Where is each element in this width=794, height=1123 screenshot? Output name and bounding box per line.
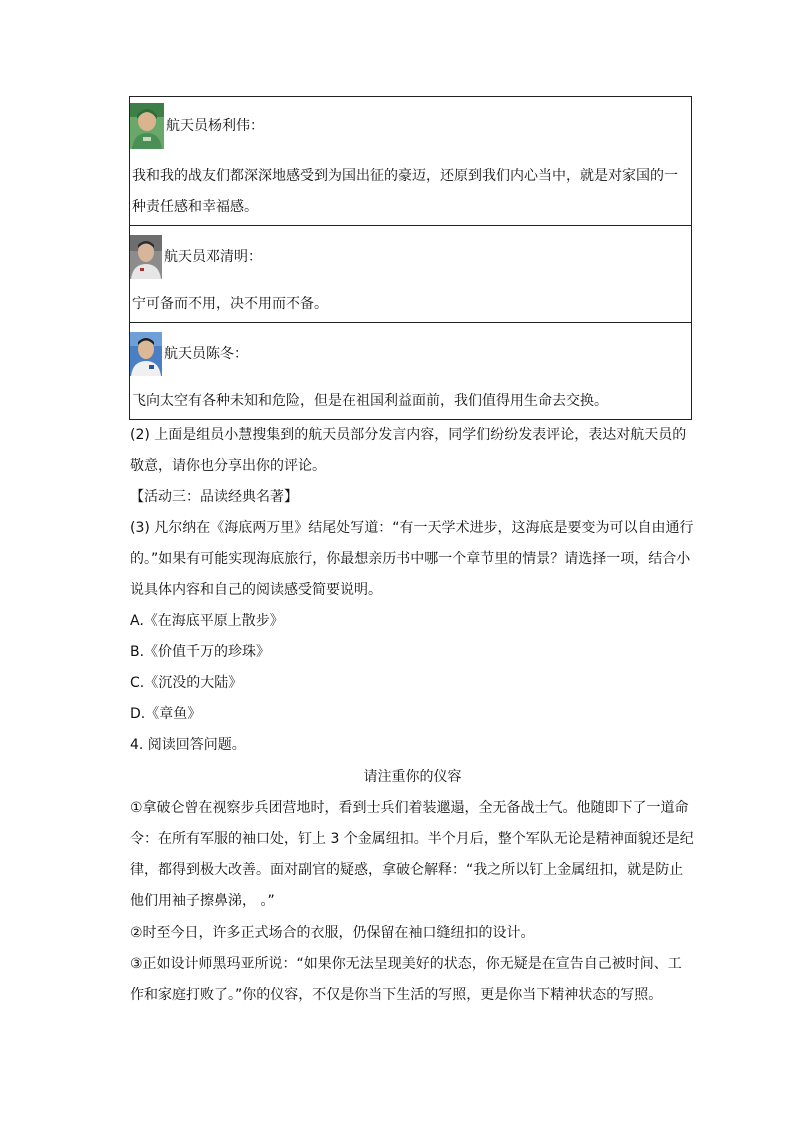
speaker-name: 航天员邓清明：: [164, 249, 262, 265]
article-paragraph-3: ③正如设计师黑玛亚所说：“如果你无法呈现美好的状态，你无疑是在宣告自己被时间、工作和家庭打败了。”你的仪容，不仅是你当下生活的写照，更是你当下精神状态的写照。: [130, 956, 682, 1003]
speaker-name: 航天员杨利伟：: [166, 118, 264, 134]
quote-text: 宁可备而不用，决不用而不备。: [132, 296, 328, 312]
question-4: 4. 阅读回答问题。: [130, 737, 246, 753]
article-paragraph-2: ②时至今日，许多正式场合的衣服，仍保留在袖口缝纽扣的设计。: [130, 925, 535, 941]
option-a: A.《在海底平原上散步》: [130, 613, 284, 629]
question-2: (2) 上面是组员小慧搜集到的航天员部分发言内容，同学们纷纷发表评论，表达对航天员的敬意，请你也分享出你的评论。: [130, 427, 687, 474]
speaker-name: 航天员陈冬：: [164, 346, 248, 362]
quote-row: [130, 97, 691, 226]
quote-row: [130, 323, 691, 419]
question-3: (3) 凡尔纳在《海底两万里》结尾处写道：“有一天学术进步，这海底是要变为可以自由通行的。”如果有可能实现海底旅行，你最想亲历书中哪一个章节里的情景？请选择一项，结合小说具体内容和自己的阅读感受简要说明。: [130, 520, 694, 598]
astronaut-quote-table: [129, 96, 692, 420]
option-d: D.《章鱼》: [130, 706, 202, 722]
astronaut-photo-chen: [130, 332, 162, 376]
option-c: C.《沉没的大陆》: [130, 675, 243, 691]
option-b: B.《价值千万的珍珠》: [130, 644, 271, 660]
astronaut-photo-yang: [130, 103, 164, 149]
activity-3-heading: 【活动三：品读经典名著】: [130, 489, 298, 505]
quote-text: 我和我的战友们都深深地感受到为国出征的豪迈，还原到我们内心当中，就是对家国的一种责任感和幸福感。: [132, 168, 678, 215]
quote-row: [130, 226, 691, 323]
astronaut-photo-deng: [130, 235, 162, 279]
article-paragraph-1: ①拿破仑曾在视察步兵团营地时，看到士兵们着装邋遢，全无备战士气。他随即下了一道命令：在所有军服的袖口处，钉上 3 个金属纽扣。半个月后，整个军队无论是精神面貌还是纪律，都得到极大改善。面对副官的疑惑，拿破仑解释：“我之所以钉上金属纽扣，就是防止他们用袖子擦鼻涕， 。”: [130, 800, 694, 909]
quote-text: 飞向太空有各种未知和危险，但是在祖国利益面前，我们值得用生命去交换。: [132, 393, 608, 409]
article-title: 请注重你的仪容: [363, 769, 462, 785]
